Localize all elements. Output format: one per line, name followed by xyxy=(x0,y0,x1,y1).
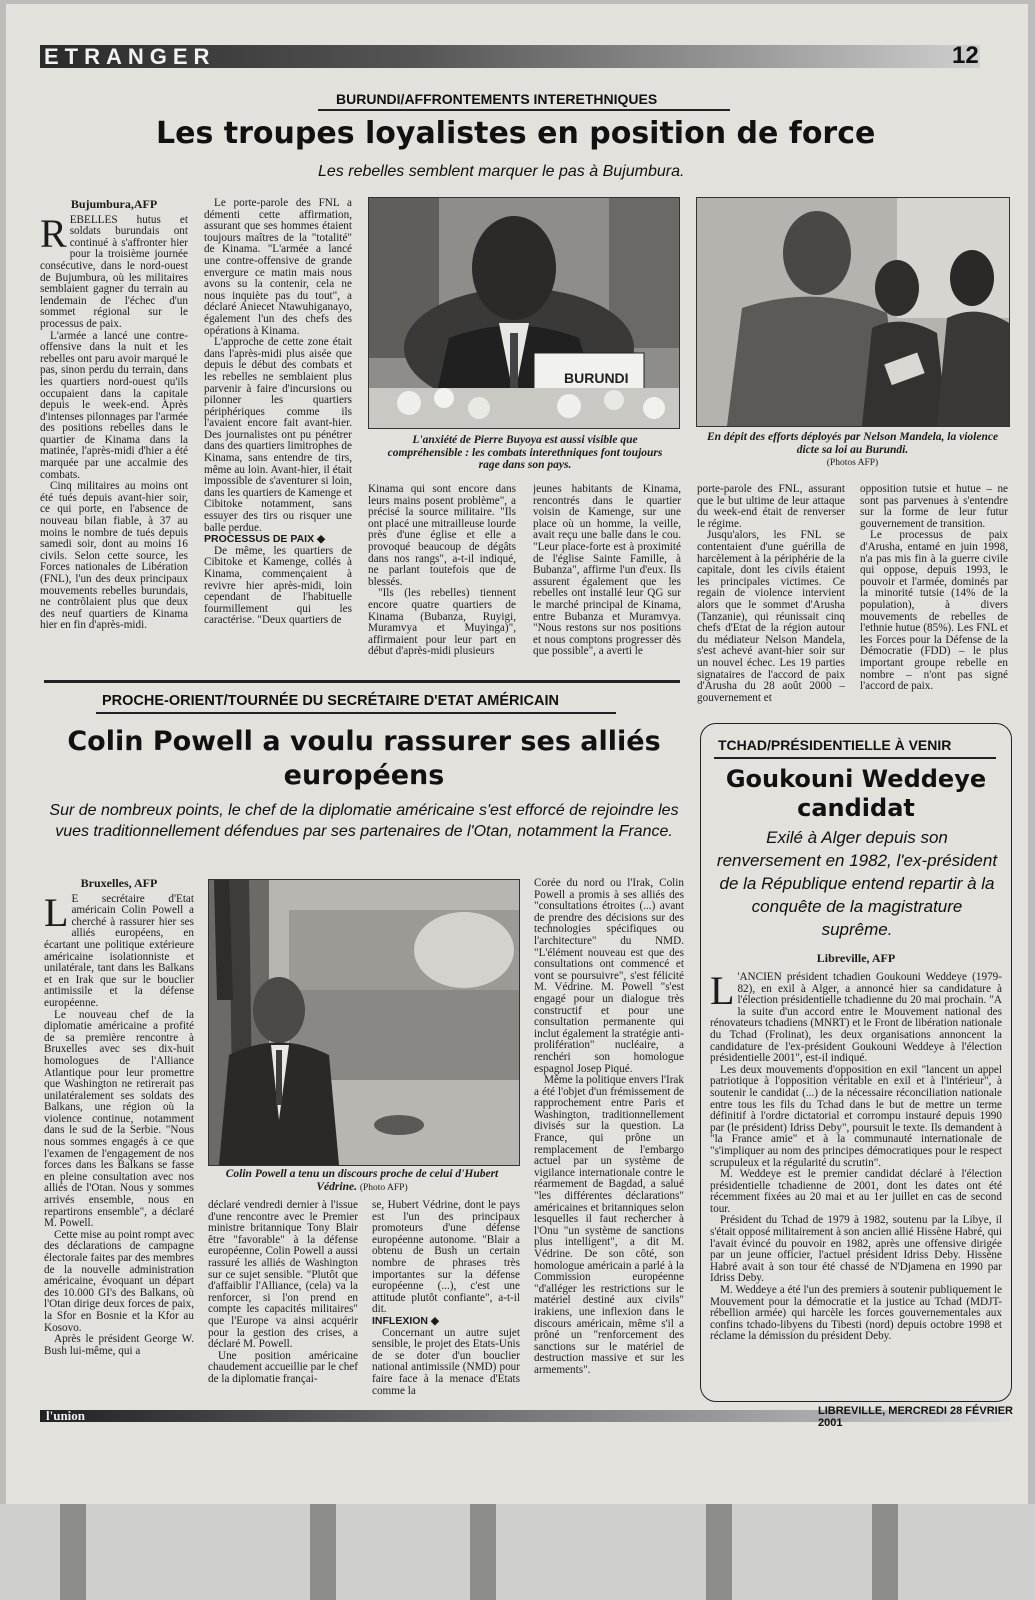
background-post xyxy=(60,1504,86,1600)
paragraph: Cette mise au point rompt avec des déclarations de campagne électorale faites par des membres de la nouvelle administration américaine, évoquant un départ des 10.000 GI's des Balkans, où l'Otan dirige deux forces de paix, la Sfor en Bosnie et la Kfor au Kosovo. xyxy=(44,1228,194,1334)
burundi-column-6 xyxy=(860,484,1008,710)
drop-cap: L xyxy=(44,889,69,935)
burundi-column-4 xyxy=(533,484,681,672)
paragraph: E secrétaire d'Etat américain Colin Powell a cherché à rassurer hier ses alliés européens, en écartant une politique extérieure américaine isolationniste et unilatérale, tant dans les Balkans et en Irak que sur le bouclier antimissile et la défense européenne. xyxy=(44,892,194,1009)
paragraph: Concernant un autre sujet sensible, le projet des Etats-Unis de se doter d'un bouclier national antimissile (NMD) pour faire face à la menace d'Etats comme la xyxy=(372,1326,520,1397)
burundi-column-5 xyxy=(697,484,845,710)
subheading: PROCESSUS DE PAIX ◆ xyxy=(204,533,326,546)
background-post xyxy=(706,1504,732,1600)
paragraph: Kinama qui sont encore dans leurs mains posent problème", a précisé la source militaire. "Ils ont placé une mitrailleuse lourde près d'une église et elle a provoqué beaucoup de dégâts dans nos rangs", a-t-il indiqué, ne parlant toutefois que de blessés. xyxy=(368,484,516,588)
powell-deck: Sur de nombreux points, le chef de la diplomatie américaine s'est efforcé de rejoindre les vues traditionnellement défendues par ses partenaires de l'Otan, notamment la France. xyxy=(49,802,679,840)
powell-headline: Colin Powell a voulu rassurer ses alliés européens xyxy=(67,726,661,791)
paragraph: Jusqu'alors, les FNL se contentaient d'une guérilla de harcèlement à la périphérie de la capitale, dont les civils étaient les principales victimes. Ce regain de violence intervient alors que le sommet d'Arusha (Tanzanie), qui réunissait cinq chefs d'Etat de la région autour du médiateur Nelson Mandela, s'est achevé avant-hier soir sur un nouvel échec. Les 19 parties signataires de l'accord de paix d'Arusha du 28 août 2000 – gouvernement et xyxy=(697,529,845,704)
tchad-kicker: TCHAD/PRÉSIDENTIELLE À VENIR xyxy=(718,737,952,753)
paragraph: Les deux mouvements d'opposition en exil "lancent un appel patriotique à l'opposition véritable en exil et à l'intérieur", à soutenir le candidat (...) de la nécessaire réconciliation nationale entre tous les fils du Tchad dans le but de mettre un terme définitif à l'ordre dictatorial et corrompu instauré depuis 1990 par (le président) Idriss Deby", poursuit le texte. Ils demandent à "la France amie" et à la communauté internationale de "s'impliquer au nom des principes démocratiques pour le respect scrupuleux et la régularité du scrutin". xyxy=(710,1063,1002,1169)
burundi-column-1 xyxy=(40,199,188,671)
section-title: ETRANGER xyxy=(44,44,216,69)
page-number: 12 xyxy=(952,42,979,69)
powell-column-3 xyxy=(372,1200,520,1398)
paragraph: jeunes habitants de Kinama, rencontrés dans le quartier voisin de Kamenge, sur une place où un homme, la veille, avait reçu une balle dans le cou. "Leur place-forte est à proximité de l'église Sainte Famille, à Bubanza", affirme l'un d'eux. Ils assurent également que les rebelles ont installé leur QG sur le marché principal de Kinama, entre Bubanza et Muramvya. "Nous restons sur nos positions et nous comptons progresser dès que possible", a averti le xyxy=(533,484,681,658)
paragraph: se, Hubert Védrine, dont le pays est l'un des principaux promoteurs d'une défense européenne autonome. "Blair a obtenu de Bush un certain nombre de phrases très importantes sur la défense européenne (...), c'est une attitude plutôt confiante", a-t-il dit. xyxy=(372,1200,520,1316)
burundi-dateline: Bujumbura,AFP xyxy=(70,199,158,211)
drop-cap: R xyxy=(40,210,67,256)
paragraph: Corée du nord ou l'Irak, Colin Powell a promis à ses alliés des "consultations étroites (...) avant de prendre des décisions sur des technologies spécifiques ou l'architecture" du NMD. "L'élément nouveau est que des consultations ont commencé et vont se poursuivre", s'est félicité M. Védrine. M. Powell "s'est engagé pour un dialogue très constructif et pour une consultation permanente qui inclut également la stratégie anti-prolifération" nucléaire, a renchéri son homologue espagnol Josep Piqué. xyxy=(534,878,684,1075)
paragraph: EBELLES hutus et soldats burundais ont continué à s'affronter hier pour la troisième journée consécutive, dans le nord-ouest de Bujumbura, où les militaires semblaient gagner du terrain au lendemain de l'échec d'un sommet régional sur le processus de paix. xyxy=(40,213,188,330)
paragraph: L'armée a lancé une contre-offensive dans la nuit et les rebelles ont paru avoir marqué le pas, sinon perdu du terrain, dans les quartiers nord-ouest qu'ils occupaient dans la capitale depuis le week-end. Après d'intenses pilonnages par l'armée des positions rebelles dans le quartier de Kinama dans la matinée, l'après-midi d'hier a été marquée par une accalmie des combats. xyxy=(40,329,188,481)
photo-credit: (Photos AFP) xyxy=(826,458,879,468)
nameplate-text: BURUNDI xyxy=(564,370,629,386)
powell-column-1 xyxy=(44,878,194,1398)
paragraph: déclaré vendredi dernier à l'issue d'une rencontre avec le Premier ministre britannique Tony Blair être "favorable" à la défense européenne, Colin Powell a aussi rassuré les alliés de Washington sur ce sujet sensible. "Plutôt que d'affaiblir l'Alliance, (cela) va la renforcer, si l'on prend en compte les capacités militaires" que l'Europe va ainsi acquérir pour la gestion des crises, a déclaré M. Powell. xyxy=(208,1200,358,1351)
paragraph: M. Weddeye a été l'un des premiers à soutenir publiquement le Mouvement pour la démocratie et la justice au Tchad (MDJT-rébellion armée) qui harcèle les forces gouvernementales aux confins tchado-libyens du Tibesti (nord) depuis octobre 1998 et réclame la démission du président Deby. xyxy=(710,1284,1002,1343)
burundi-column-2 xyxy=(204,198,352,672)
paragraph: Président du Tchad de 1979 à 1982, soutenu par la Libye, il s'était opposé militairement à son ancien allié Hissène Habré, qui l'avait évincé du pouvoir en 1982, après une offensive dirigée par un jeune officier, l'actuel président Idriss Deby. Hissène Habré avait à son tour été chassé de N'Djamena en 1990 par Idriss Deby. xyxy=(710,1214,1002,1285)
background-post xyxy=(872,1504,898,1600)
tchad-headline: Goukouni Weddeye candidat xyxy=(725,765,987,822)
paragraph: Le processus de paix d'Arusha, entamé en juin 1998, n'a pas mis fin à la guerre civile qui oppose, depuis 1993, le pouvoir et l'armée, dominés par la minorité tutsie (14% de la population), à divers mouvements de rebelles de l'ethnie hutue (85%). Les FNL et les Forces pour la Défense de la Démocratie (FDD) – le plus important groupe rebelle en nombre – n'ont pas signé l'accord de paix. xyxy=(860,529,1008,693)
background-post xyxy=(310,1504,336,1600)
paragraph: Le nouveau chef de la diplomatie américaine a profité de sa première rencontre à Bruxelles avec ses dix-huit homologues de l'Alliance Atlantique pour leur promettre que Washington ne retirerait pas unilatéralement ses soldats des Balkans, une région où la violence continue, notamment dans le sud de la Serbie. "Nous nous sommes engagés à ce que l'examen de l'engagement de nos forces dans les Balkans se fasse en pleine consultation avec nos alliés de l'Otan. Nous y sommes arrivés ensemble, nous en repartirons ensemble", a déclaré M. Powell. xyxy=(44,1008,194,1230)
subheading: INFLEXION ◆ xyxy=(372,1314,439,1327)
photo-powell xyxy=(208,879,520,1166)
burundi-headline: Les troupes loyalistes en position de force xyxy=(156,116,876,151)
burundi-column-3 xyxy=(368,484,516,672)
photo-buyoya xyxy=(368,197,680,429)
paragraph: opposition tutsie et hutue – ne sont pas parvenues à s'entendre sur la forme de leur futur gouvernement de transition. xyxy=(860,484,1008,530)
kicker-rule xyxy=(318,109,730,111)
paragraph: Une position américaine chaudement accueillie par le chef de la diplomatie françai- xyxy=(208,1349,358,1385)
photo-caption-powell xyxy=(212,1168,512,1194)
paragraph: Le porte-parole des FNL a démenti cette affirmation, assurant que ses hommes étaient toujours maîtres de la "totalité" de Kinama. "L'armée a lancé une contre-offensive de grande envergure ce matin mais nous avons su la contenir, cela ne nous inquiète pas du tout", a déclaré Aniecet Ntawuhiganayo, également l'un des chefs des opérations à Kinama. xyxy=(204,198,352,337)
paragraph: 'ANCIEN président tchadien Goukouni Weddeye (1979-82), en exil à Alger, a annoncé hier sa candidature à l'élection présidentielle tchadienne du 20 mai prochain. "A la suite d'un accord entre le Mouvement national des rénovateurs tchadiens (MNRT) et le Front de libération nationale du Tchad (Frolinat), les deux organisations annoncent la candidature de l'ex-président Goukouni Weddeye à l'élection présidentielle 2001", est-il indiqué. xyxy=(710,972,1002,1065)
footer-dateline: LIBREVILLE, MERCREDI 28 FÉVRIER 2001 xyxy=(818,1405,1013,1429)
burundi-kicker: BURUNDI/AFFRONTEMENTS INTERETHNIQUES xyxy=(336,91,658,107)
powell-column-4 xyxy=(534,878,684,1398)
tchad-body xyxy=(710,972,1002,1392)
tchad-dateline: Libreville, AFP xyxy=(816,951,896,965)
caption-text: Colin Powell a tenu un discours proche de celui d'Hubert Védrine. xyxy=(225,1168,499,1193)
kicker-rule xyxy=(96,712,616,714)
photo-caption-buyoya: L'anxiété de Pierre Buyoya est aussi visible que compréhensible : les combats interethniques font toujours rage dans son pays. xyxy=(387,434,663,471)
paragraph: L'approche de cette zone était dans l'après-midi plus aisée que depuis le début des combats et les rebelles ne semblaient plus parvenir à faire d'incursions ou pilonner les quartiers périphériques comme ils l'avaient encore fait avant-hier. Des journalistes ont pu pénétrer dans des quartiers limitrophes de Kinama, sans entendre de tirs, même au loin. Avant-hier, il était impossible de s'aventurer si loin, dans les quartiers de Kamenge et Cibitoke notamment, sans essuyer des tirs ou risquer une balle perdue. xyxy=(204,336,352,534)
photo-caption-mandela xyxy=(700,431,1005,470)
caption-text: En dépit des efforts déployés par Nelson Mandela, la violence dicte sa loi au Burundi. xyxy=(706,431,999,456)
paragraph: De même, les quartiers de Cibitoke et Kamenge, collés à Kinama, commençaient à revivre hier après-midi, loin cependant de l'habituelle fourmillement qui les caractérise. "Deux quartiers de xyxy=(204,544,352,627)
photo-mandela xyxy=(696,197,1010,427)
paragraph: porte-parole des FNL, assurant que le but ultime de leur attaque du week-end était de renverser le régime. xyxy=(697,484,845,530)
paragraph: "Ils (les rebelles) tiennent encore quatre quartiers de Kinama (Bubanza, Ruyigi, Muramvya et Muyinga)", affirmaient pour leur part en début d'après-midi plusieurs xyxy=(368,587,516,658)
background-post xyxy=(470,1504,496,1600)
drop-cap: L xyxy=(710,972,735,1013)
paragraph: Cinq militaires au moins ont été tués depuis avant-hier soir, ce qui porte, en l'absence de nouveau bilan fiable, à 37 au moins le nombre de tués depuis samedi soir, dont au moins 16 civils. Selon cette source, les Forces nationales de Libération (FNL), l'un des deux principaux mouvements rebelles burundais, ne contrôlaient plus que deux des neuf quartiers de Kinama hier en fin d'après-midi. xyxy=(40,480,188,632)
tchad-deck: Exilé à Alger depuis son renversement en 1982, l'ex-président de la République entend repartir à la conquête de la magistrature suprême. xyxy=(716,828,998,939)
section-divider xyxy=(44,680,680,683)
paragraph: M. Weddeye est le premier candidat déclaré à l'élection présidentielle tchadienne de 2001, dont les dates ont été récemment fixées au 20 mai et au 1er juillet en cas de second tour. xyxy=(710,1168,1002,1215)
burundi-deck: Les rebelles semblent marquer le pas à Bujumbura. xyxy=(318,163,685,180)
powell-column-2 xyxy=(208,1200,358,1398)
powell-dateline: Bruxelles, AFP xyxy=(80,878,158,890)
paragraph: Après le président George W. Bush lui-même, qui a xyxy=(44,1333,194,1357)
newspaper-name: l'union xyxy=(46,1408,86,1423)
powell-kicker: PROCHE-ORIENT/TOURNÉE DU SECRÉTAIRE D'ETAT AMÉRICAIN xyxy=(102,693,559,709)
paragraph: Même la politique envers l'Irak a été l'objet d'un frémissement de rapprochement entre Paris et Washington, traditionnellement divisés sur la question. La France, qui prône un remplacement de l'embargo actuel par un système de vigilance internationale contre le réarmement de Bagdad, a salué "les différentes déclarations" américaines et britanniques selon lesquelles il faut rechercher à l'Onu "un système de sanctions plus intelligent", a dit M. Védrine. De son côté, son homologue américain a parlé à la Commission européenne "d'alléger les restrictions sur le matériel destiné aux civils" irakiens, une inflexion dans le discours américain, même s'il a prôné un "renforcement des sanctions sur le matériel de destruction massive et sur les armements". xyxy=(534,1074,684,1376)
kicker-rule xyxy=(714,757,996,759)
photo-credit: (Photo AFP) xyxy=(359,1182,408,1193)
